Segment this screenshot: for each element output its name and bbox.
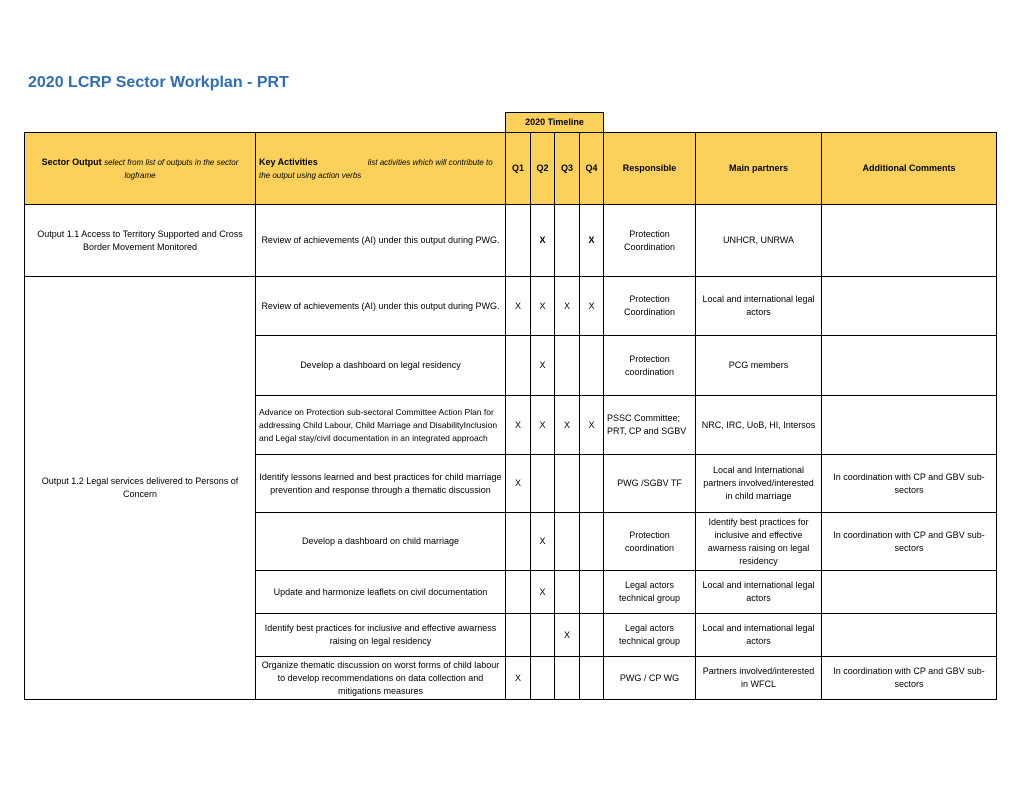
timeline-label: 2020 Timeline <box>506 113 604 133</box>
header-key-activities-label: Key Activities <box>259 156 318 167</box>
comments-cell <box>822 396 997 455</box>
header-sector-output-note: select from list of outputs in the sector logframe <box>104 157 239 180</box>
q3-cell: X <box>555 396 580 455</box>
responsible-cell: Protection coordination <box>604 336 696 396</box>
q3-cell <box>555 657 580 700</box>
q3-cell: X <box>555 614 580 657</box>
activity-cell: Identify lessons learned and best practices for child marriage prevention and response through a thematic discussion <box>256 455 506 513</box>
q4-cell: X <box>580 205 604 277</box>
comments-cell <box>822 277 997 336</box>
activity-cell: Develop a dashboard on legal residency <box>256 336 506 396</box>
header-additional-comments: Additional Comments <box>822 133 997 205</box>
q1-cell: X <box>506 396 531 455</box>
q1-cell: X <box>506 277 531 336</box>
q3-cell <box>555 205 580 277</box>
activity-cell: Review of achievements (AI) under this output during PWG. <box>256 205 506 277</box>
partners-cell: Partners involved/interested in WFCL <box>696 657 822 700</box>
partners-cell: Local and International partners involved/interested in child marriage <box>696 455 822 513</box>
header-sector-output <box>25 133 256 205</box>
q3-cell <box>555 571 580 614</box>
q2-cell: X <box>531 336 555 396</box>
q4-cell <box>580 455 604 513</box>
q1-cell <box>506 205 531 277</box>
q2-cell <box>531 614 555 657</box>
q3-cell <box>555 336 580 396</box>
responsible-cell: PWG / CP WG <box>604 657 696 700</box>
responsible-cell: Legal actors technical group <box>604 614 696 657</box>
q2-cell: X <box>531 513 555 571</box>
q3-cell: X <box>555 277 580 336</box>
partners-cell: UNHCR, UNRWA <box>696 205 822 277</box>
timeline-row <box>25 113 997 133</box>
q1-cell: X <box>506 455 531 513</box>
header-main-partners: Main partners <box>696 133 822 205</box>
partners-cell: Identify best practices for inclusive and effective awarness raising on legal residency <box>696 513 822 571</box>
page-title: 2020 LCRP Sector Workplan - PRT <box>28 74 289 91</box>
q2-cell <box>531 657 555 700</box>
q2-cell: X <box>531 396 555 455</box>
activity-cell: Identify best practices for inclusive and effective awarness raising on legal residency <box>256 614 506 657</box>
responsible-cell: Protection coordination <box>604 513 696 571</box>
q4-cell: X <box>580 396 604 455</box>
activity-cell: Organize thematic discussion on worst forms of child labour to develop recommendations on data collection and mitigations measures <box>256 657 506 700</box>
comments-cell <box>822 614 997 657</box>
comments-cell: In coordination with CP and GBV sub-sectors <box>822 455 997 513</box>
workplan-table <box>24 112 997 700</box>
comments-cell <box>822 571 997 614</box>
header-q1: Q1 <box>506 133 531 205</box>
responsible-cell: PSSC Committee; PRT, CP and SGBV <box>604 396 696 455</box>
q1-cell: X <box>506 657 531 700</box>
partners-cell: Local and international legal actors <box>696 571 822 614</box>
responsible-cell: PWG /SGBV TF <box>604 455 696 513</box>
q1-cell <box>506 614 531 657</box>
q2-cell <box>531 455 555 513</box>
comments-cell: In coordination with CP and GBV sub-sectors <box>822 513 997 571</box>
q1-cell <box>506 571 531 614</box>
q3-cell <box>555 455 580 513</box>
responsible-cell: Legal actors technical group <box>604 571 696 614</box>
q3-cell <box>555 513 580 571</box>
header-row <box>25 133 997 205</box>
q4-cell <box>580 336 604 396</box>
responsible-cell: Protection Coordination <box>604 277 696 336</box>
q4-cell: X <box>580 277 604 336</box>
output-cell: Output 1.2 Legal services delivered to Persons of Concern <box>25 277 256 700</box>
q2-cell: X <box>531 571 555 614</box>
comments-cell <box>822 336 997 396</box>
activity-cell: Advance on Protection sub-sectoral Committee Action Plan for addressing Child Labour, Child Marriage and DisabilityInclusion and Legal stay/civil documentation in an integrated approach <box>256 396 506 455</box>
header-key-activities-note: list activities which will contribute to the output using action verbs <box>259 157 493 180</box>
header-q2: Q2 <box>531 133 555 205</box>
partners-cell: NRC, IRC, UoB, HI, Intersos <box>696 396 822 455</box>
table-row <box>25 277 997 336</box>
q1-cell <box>506 513 531 571</box>
output-cell: Output 1.1 Access to Territory Supported and Cross Border Movement Monitored <box>25 205 256 277</box>
header-q3: Q3 <box>555 133 580 205</box>
table-row <box>25 205 997 277</box>
header-sector-output-label: Sector Output <box>41 156 102 167</box>
q4-cell <box>580 571 604 614</box>
comments-cell: In coordination with CP and GBV sub-sectors <box>822 657 997 700</box>
q4-cell <box>580 657 604 700</box>
header-q4: Q4 <box>580 133 604 205</box>
partners-cell: Local and international legal actors <box>696 277 822 336</box>
activity-cell: Develop a dashboard on child marriage <box>256 513 506 571</box>
q2-cell: X <box>531 277 555 336</box>
q4-cell <box>580 614 604 657</box>
q4-cell <box>580 513 604 571</box>
activity-cell: Review of achievements (AI) under this output during PWG. <box>256 277 506 336</box>
header-responsible: Responsible <box>604 133 696 205</box>
partners-cell: Local and international legal actors <box>696 614 822 657</box>
q2-cell: X <box>531 205 555 277</box>
responsible-cell: Protection Coordination <box>604 205 696 277</box>
comments-cell <box>822 205 997 277</box>
q1-cell <box>506 336 531 396</box>
partners-cell: PCG members <box>696 336 822 396</box>
header-key-activities <box>256 133 506 205</box>
activity-cell: Update and harmonize leaflets on civil documentation <box>256 571 506 614</box>
